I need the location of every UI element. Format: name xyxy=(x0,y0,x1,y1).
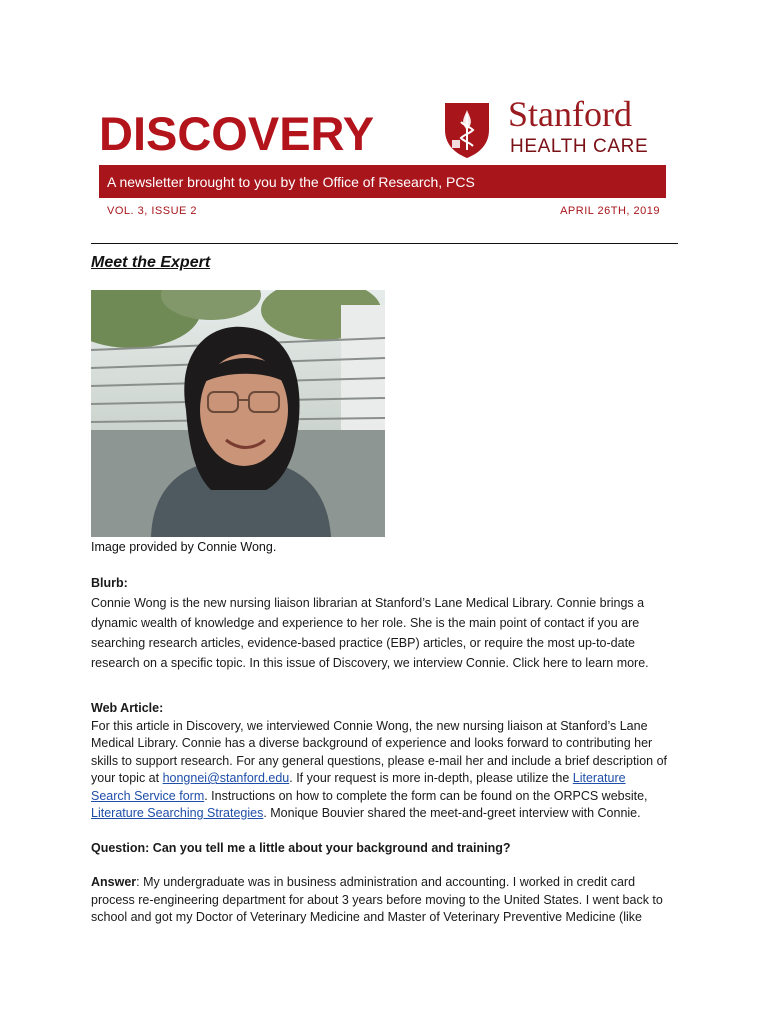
web-article-label: Web Article: xyxy=(91,701,164,715)
issue-date: APRIL 26TH, 2019 xyxy=(560,205,660,217)
article-text: your topic at xyxy=(91,771,163,785)
answer-line xyxy=(91,874,676,892)
article-text: . If your request is more in-depth, please utilize the xyxy=(289,771,573,785)
volume-issue: VOL. 3, ISSUE 2 xyxy=(107,205,198,217)
literature-search-link-part1[interactable]: Literature xyxy=(572,771,626,785)
answer-label: Answer xyxy=(91,875,137,889)
section-divider xyxy=(91,243,678,244)
stanford-health-care-logo xyxy=(442,94,666,162)
article-text: . Monique Bouvier shared the meet-and-greet interview with Connie. xyxy=(263,806,641,820)
answer-line: school and got my Doctor of Veterinary Medicine and Master of Veterinary Preventive Medicine (like xyxy=(91,910,642,924)
blurb-label: Blurb: xyxy=(91,576,128,590)
interview-answer xyxy=(91,874,676,927)
section-title: Meet the Expert xyxy=(91,254,211,271)
newsletter-banner xyxy=(99,165,666,198)
newsletter-masthead xyxy=(99,94,666,218)
article-line: For this article in Discovery, we interviewed Connie Wong, the new nursing liaison at Stanford’s Lane xyxy=(91,718,648,733)
answer-line: process re-engineering department for about 3 years before moving to the United States. I went back to xyxy=(91,892,663,907)
blurb-section xyxy=(91,573,676,673)
newsletter-title: DISCOVERY xyxy=(99,107,375,160)
stanford-shield-icon xyxy=(442,100,492,160)
email-link[interactable]: hongnei@stanford.edu xyxy=(162,771,290,785)
portrait-image xyxy=(91,290,385,537)
interview-question: Question: Can you tell me a little about your background and training? xyxy=(91,841,511,855)
logo-subtitle: HEALTH CARE xyxy=(510,136,649,157)
answer-text: : My undergraduate was in business administration and accounting. I worked in credit card xyxy=(136,875,636,889)
article-line: Medical Library. Connie has a diverse background of experience and looks forward to contributing her xyxy=(91,736,653,750)
photo-caption: Image provided by Connie Wong. xyxy=(91,540,277,554)
article-line xyxy=(91,770,676,788)
article-line xyxy=(91,805,676,823)
logo-wordmark: Stanford xyxy=(508,94,632,134)
blurb-line: Connie Wong is the new nursing liaison librarian at Stanford’s Lane Medical Library. Connie brings a xyxy=(91,596,645,610)
web-article-section xyxy=(91,700,676,823)
article-line xyxy=(91,788,676,806)
article-text: . Instructions on how to complete the form can be found on the ORPCS website, xyxy=(204,788,648,803)
blurb-line: research on a specific topic. In this issue of Discovery, we interview Connie. Click here to learn more. xyxy=(91,656,649,670)
banner-text: A newsletter brought to you by the Office of Research, PCS xyxy=(107,174,475,190)
literature-search-link-part2[interactable]: Search Service form xyxy=(91,788,205,803)
expert-photo xyxy=(91,290,385,537)
blurb-line: searching research articles, evidence-based practice (EBP) articles, or require the most up-to-date xyxy=(91,636,636,650)
article-line: skills to support research. For any general questions, please e-mail her and include a brief description of xyxy=(91,753,668,768)
literature-strategies-link[interactable]: Literature Searching Strategies xyxy=(91,806,264,820)
blurb-line: dynamic wealth of knowledge and experience to her role. She is the main point of contact if you are xyxy=(91,616,640,630)
